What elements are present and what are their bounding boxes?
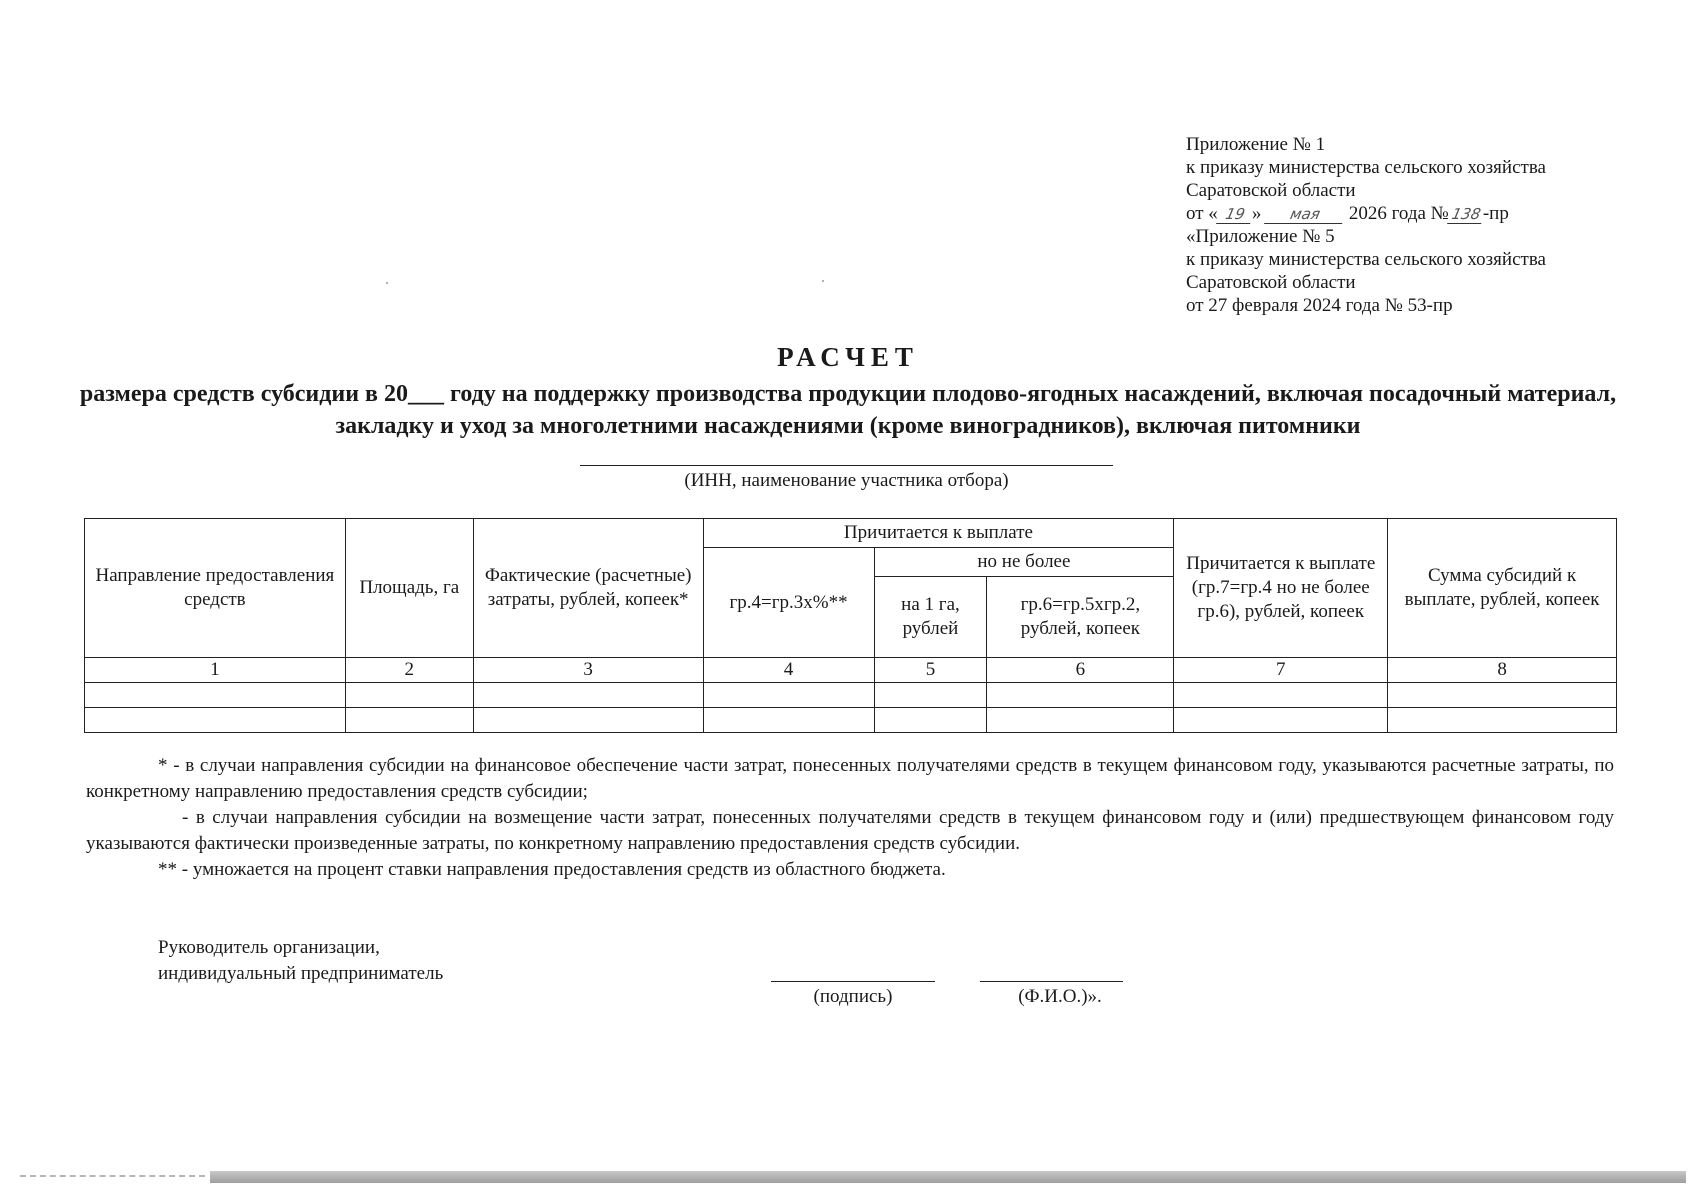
signature-underline <box>771 981 935 982</box>
table-cell <box>473 708 703 733</box>
handwritten-day: 19 <box>1216 206 1254 224</box>
signatory-line: индивидуальный предприниматель <box>158 963 444 984</box>
column-number: 7 <box>1174 658 1388 683</box>
table-cell <box>703 708 874 733</box>
column-number: 1 <box>85 658 346 683</box>
table-cell <box>987 683 1174 708</box>
table-cell <box>345 683 473 708</box>
scan-speck <box>386 282 388 284</box>
table-row <box>85 683 1617 708</box>
header-line: Саратовской области <box>1186 180 1356 201</box>
signatory-line: Руководитель организации, <box>158 937 380 958</box>
header-no-more: но не более <box>874 548 1174 577</box>
footnote: ** - умножается на процент ставки направления предоставления средств из областного бюджета. <box>158 859 946 880</box>
scan-edge-shadow <box>210 1171 1686 1183</box>
document-title: РАСЧЕТ <box>777 342 919 372</box>
header-line: от 27 февраля 2024 года № 53-пр <box>1186 295 1453 316</box>
header-formula6: гр.6=гр.5хгр.2, рублей, копеек <box>987 577 1174 658</box>
header-due7: Причитается к выплате (гр.7=гр.4 но не более гр.6), рублей, копеек <box>1174 519 1388 658</box>
table-cell <box>345 708 473 733</box>
signature-caption: (подпись) <box>813 986 893 1007</box>
date-year-text: 2026 года № <box>1348 203 1449 224</box>
footnote: - в случаи направления субсидии на возмещение части затрат, понесенных получателями средств в текущем финансовом году и (или) предшествующем финансовом году указываются фактически произведенные затраты, по конкретному направлению предоставления средств субсидии. <box>86 807 1614 854</box>
header-formula4: гр.4=гр.3х%** <box>703 548 874 658</box>
column-number: 6 <box>987 658 1174 683</box>
table-cell <box>1388 708 1617 733</box>
scan-edge-dashes <box>20 1175 205 1177</box>
column-number: 3 <box>473 658 703 683</box>
handwritten-month: мая <box>1264 206 1346 224</box>
header-line: Приложение № 1 <box>1186 134 1326 155</box>
date-sep: » <box>1251 203 1262 224</box>
date-prefix: от « <box>1186 203 1218 224</box>
inn-caption: (ИНН, наименование участника отбора) <box>684 470 1009 491</box>
column-number: 4 <box>703 658 874 683</box>
table-cell <box>1388 683 1617 708</box>
handwritten-number: 138 <box>1447 206 1485 224</box>
header-due: Причитается к выплате <box>703 519 1174 548</box>
inn-underline <box>580 465 1113 466</box>
signatory-label <box>158 935 443 987</box>
header-costs: Фактические (расчетные) затраты, рублей, копеек* <box>473 519 703 658</box>
header-area: Площадь, га <box>345 519 473 658</box>
footnotes <box>86 753 1614 883</box>
header-line: Саратовской области <box>1186 272 1356 293</box>
table-row <box>85 708 1617 733</box>
table-cell <box>987 708 1174 733</box>
table-cell <box>1174 708 1388 733</box>
table-cell <box>874 683 987 708</box>
date-suffix: -пр <box>1482 203 1509 224</box>
footnote: * - в случаи направления субсидии на финансовое обеспечение части затрат, понесенных получателями средств в текущем финансовом году, указываются расчетные затраты, по конкретному направлению предоставления средств субсидии; <box>86 755 1614 802</box>
header-per-ha: на 1 га, рублей <box>874 577 987 658</box>
name-underline <box>980 981 1123 982</box>
table-cell <box>703 683 874 708</box>
table-cell <box>85 683 346 708</box>
table-cell <box>85 708 346 733</box>
appendix-header <box>1186 133 1626 317</box>
column-number: 2 <box>345 658 473 683</box>
name-caption: (Ф.И.О.)». <box>1018 986 1102 1007</box>
column-number-row <box>85 658 1617 683</box>
table-header-row <box>85 519 1617 548</box>
column-number: 5 <box>874 658 987 683</box>
column-number: 8 <box>1388 658 1617 683</box>
table-cell <box>874 708 987 733</box>
document-subtitle: размера средств субсидии в 20___ году на поддержку производства продукции плодово-ягодных насаждений, включая посадочный материал, закладку и уход за многолетними насаждениями (кроме виноградников), включая питомники <box>79 381 1617 439</box>
header-line: к приказу министерства сельского хозяйства <box>1186 157 1546 178</box>
header-direction: Направление предоставления средств <box>85 519 346 658</box>
table-cell <box>1174 683 1388 708</box>
header-sum: Сумма субсидий к выплате, рублей, копеек <box>1388 519 1617 658</box>
header-date-line <box>1186 202 1626 225</box>
header-line: «Приложение № 5 <box>1186 226 1335 247</box>
calculation-table <box>84 518 1617 733</box>
table-cell <box>473 683 703 708</box>
scan-speck <box>822 280 824 282</box>
header-line: к приказу министерства сельского хозяйства <box>1186 249 1546 270</box>
